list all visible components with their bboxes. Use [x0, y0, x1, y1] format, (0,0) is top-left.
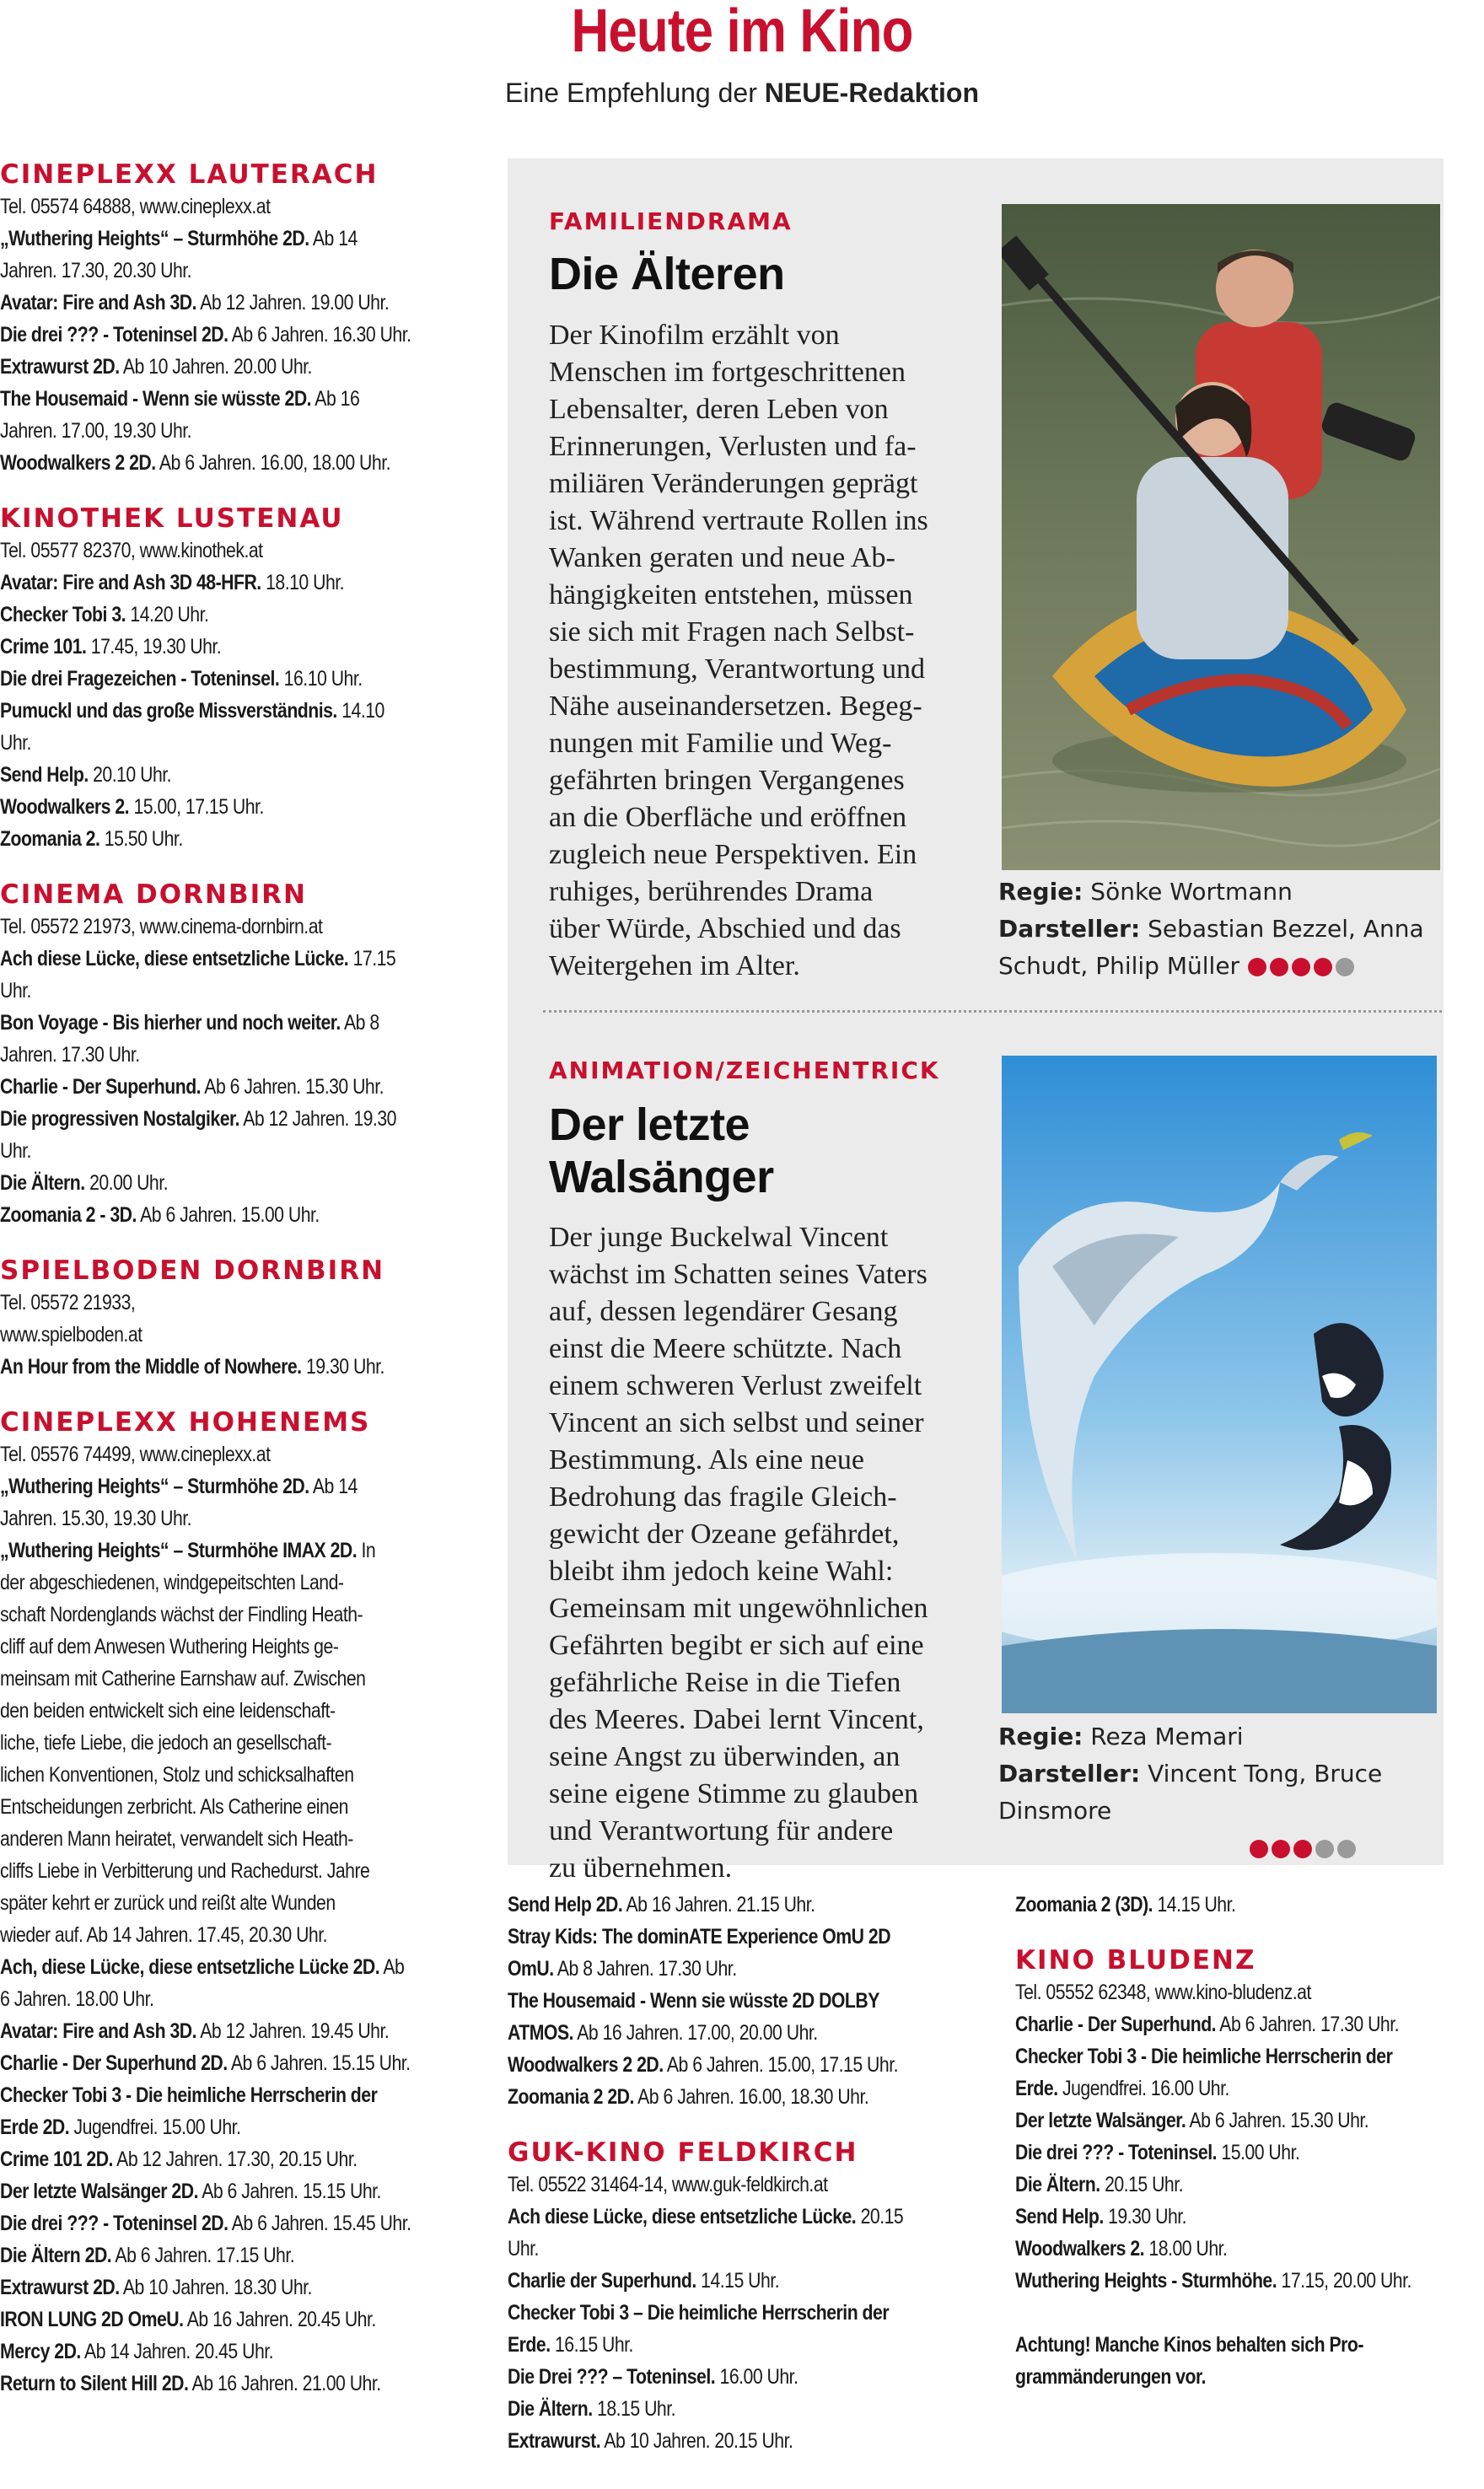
- listing-line: Tel. 05572 21933,: [0, 1291, 136, 1314]
- synopsis-line: miliären Veränderungen geprägt: [549, 468, 918, 499]
- listing-line: lichen Konventionen, Stolz und schicksalhaften: [0, 1763, 354, 1787]
- listing-line: „Wuthering Heights“ – Sturmhöhe 2D. Ab 14: [0, 1475, 358, 1498]
- movie-still-der-letzte-walsaenger: [1002, 1056, 1437, 1713]
- synopsis-line: zugleich neue Perspektiven. Ein: [549, 839, 917, 870]
- listing-line: Der letzte Walsänger. Ab 6 Jahren. 15.30 Uhr.: [1015, 2109, 1369, 2132]
- synopsis-line: gewicht der Ozeane gefährdet,: [549, 1519, 900, 1550]
- synopsis-line: Bedrohung das fragile Gleich-: [549, 1481, 897, 1513]
- listing-line: meinsam mit Catherine Earnshaw auf. Zwischen: [0, 1667, 366, 1691]
- feature-genre: FAMILIENDRAMA: [549, 207, 793, 235]
- listing-line: Zoomania 2 - 3D. Ab 6 Jahren. 15.00 Uhr.: [0, 1203, 320, 1227]
- listing-line: Charlie der Superhund. 14.15 Uhr.: [508, 2269, 780, 2293]
- listing-line: Checker Tobi 3. 14.20 Uhr.: [0, 603, 209, 626]
- synopsis-line: sie sich mit Fragen nach Selbst-: [549, 616, 915, 648]
- listing-line: OmU. Ab 8 Jahren. 17.30 Uhr.: [508, 1957, 737, 1981]
- synopsis-line: bestimmung, Verantwortung und: [549, 653, 926, 685]
- listing-line: Tel. 05576 74499, www.cineplexx.at: [0, 1443, 271, 1466]
- listing-line: www.spielboden.at: [0, 1323, 142, 1347]
- listing-line: „Wuthering Heights“ – Sturmhöhe IMAX 2D. In: [0, 1539, 376, 1562]
- listing-line: Woodwalkers 2 2D. Ab 6 Jahren. 16.00, 18.00 Uhr.: [0, 451, 390, 475]
- listing-line: 6 Jahren. 18.00 Uhr.: [0, 1987, 154, 2011]
- synopsis-line: gefährliche Reise in die Tiefen: [549, 1667, 901, 1698]
- feature-credits: Regie: Sönke Wortmann Darsteller: Sebastian Bezzel, Anna Schudt, Philip Müller: [998, 878, 1424, 980]
- listing-line: Die Ältern. 20.00 Uhr.: [0, 1171, 169, 1195]
- synopsis-line: gefährten bringen Vergangenes: [549, 765, 905, 796]
- listing-line: Uhr.: [0, 979, 31, 1003]
- title-line: Der letzte: [549, 1099, 750, 1150]
- listing-line: Ach, diese Lücke, diese entsetzliche Lücke 2D. Ab: [0, 1955, 405, 1979]
- listing-line: anderen Mann heiratet, verwandelt sich Heath-: [0, 1827, 353, 1851]
- rating-dot-empty: [1315, 1840, 1334, 1858]
- rating-dot-filled: [1272, 1840, 1290, 1858]
- listing-line: Charlie - Der Superhund. Ab 6 Jahren. 17.30 Uhr.: [1015, 2013, 1400, 2036]
- synopsis-line: über Würde, Abschied und das: [549, 913, 901, 944]
- cinema-name: CINEMA DORNBIRN: [0, 879, 307, 910]
- synopsis-line: Nähe auseinandersetzen. Begeg-: [549, 691, 922, 722]
- listing-line: Ach diese Lücke, diese entsetzliche Lücke. 17.15: [0, 947, 396, 970]
- listing-line: Extrawurst 2D. Ab 10 Jahren. 18.30 Uhr.: [0, 2276, 312, 2299]
- synopsis-line: einem schweren Verlust zweifelt: [549, 1370, 922, 1401]
- listing-line: Erde. 16.15 Uhr.: [508, 2333, 633, 2357]
- listing-line: An Hour from the Middle of Nowhere. 19.30 Uhr.: [0, 1355, 384, 1379]
- listing-line: Avatar: Fire and Ash 3D. Ab 12 Jahren. 19.45 Uhr.: [0, 2019, 390, 2043]
- cinema-name: KINO BLUDENZ: [1015, 1945, 1256, 1976]
- listing-line: den beiden entwickelt sich eine leidenschaft-: [0, 1699, 336, 1723]
- synopsis-line: zu übernehmen.: [549, 1852, 733, 1884]
- synopsis-line: Wanken geraten und neue Ab-: [549, 542, 895, 573]
- rating-dot-filled: [1250, 1840, 1268, 1858]
- listing-line: Jahren. 17.30, 20.30 Uhr.: [0, 259, 192, 282]
- listing-line: Crime 101 2D. Ab 12 Jahren. 17.30, 20.15 Uhr.: [0, 2148, 358, 2171]
- synopsis-line: seine eigene Stimme zu glauben: [549, 1778, 919, 1809]
- listing-line: Der letzte Walsänger 2D. Ab 6 Jahren. 15.15 Uhr.: [0, 2180, 381, 2203]
- listing-line: Bon Voyage - Bis hierher und noch weiter. Ab 8: [0, 1011, 379, 1035]
- feature-synopsis: [549, 317, 996, 985]
- synopsis-line: ist. Während vertraute Rollen ins: [549, 505, 928, 536]
- listing-line: Pumuckl und das große Missverständnis. 14.10: [0, 699, 384, 723]
- feature-divider: [543, 1010, 1442, 1013]
- listing-line: Die Ältern. 20.15 Uhr.: [1015, 2173, 1184, 2196]
- listing-line: Die drei ??? - Toteninsel. 15.00 Uhr.: [1015, 2141, 1300, 2164]
- listing-line: Entscheidungen zerbricht. Als Catherine einen: [0, 1795, 348, 1819]
- feature-synopsis: [549, 1219, 1004, 1887]
- synopsis-line: wächst im Schatten seines Vaters: [549, 1259, 928, 1290]
- listing-line: Tel. 05574 64888, www.cineplexx.at: [0, 195, 271, 218]
- cinema-name: KINOTHEK LUSTENAU: [0, 503, 344, 534]
- synopsis-line: auf, dessen legendärer Gesang: [549, 1296, 898, 1327]
- title-line: Walsänger: [549, 1152, 774, 1202]
- rating-dots: [1250, 1840, 1356, 1858]
- rating-dot-filled: [1293, 1840, 1312, 1858]
- listing-line: Tel. 05577 82370, www.kinothek.at: [0, 539, 263, 562]
- listing-line: grammänderungen vor.: [1015, 2365, 1206, 2389]
- synopsis-line: Gemeinsam mit ungewöhnlichen: [549, 1593, 928, 1624]
- listing-line: Checker Tobi 3 – Die heimliche Herrscherin der: [508, 2301, 890, 2325]
- listing-line: Erde 2D. Jugendfrei. 15.00 Uhr.: [0, 2115, 241, 2139]
- feature-credits: Regie: Reza Memari Darsteller: Vincent Tong, Bruce Dinsmore: [998, 1718, 1437, 1867]
- listing-line: Uhr.: [0, 731, 31, 755]
- listing-line: wieder auf. Ab 14 Jahren. 17.45, 20.30 Uhr.: [0, 1923, 328, 1947]
- listing-line: The Housemaid - Wenn sie wüsste 2D DOLBY: [508, 1989, 879, 2013]
- synopsis-line: einst die Meere schützte. Nach: [549, 1333, 902, 1364]
- listing-line: der abgeschiedenen, windgepeitschten Land-: [0, 1571, 344, 1594]
- listing-line: Stray Kids: The dominATE Experience OmU 2D: [508, 1925, 891, 1949]
- listing-line: Charlie - Der Superhund 2D. Ab 6 Jahren. 15.15 Uhr.: [0, 2051, 411, 2075]
- listing-line: Extrawurst. Ab 10 Jahren. 20.15 Uhr.: [508, 2429, 793, 2453]
- synopsis-line: Weitergehen im Alter.: [549, 950, 800, 981]
- listing-line: Die progressiven Nostalgiker. Ab 12 Jahren. 19.30: [0, 1107, 396, 1131]
- synopsis-line: Bestimmung. Als eine neue: [549, 1444, 864, 1476]
- listing-line: Uhr.: [508, 2237, 539, 2261]
- title-line: Die Älteren: [549, 249, 785, 299]
- listing-line: später kehrt er zurück und reißt alte Wunden: [0, 1891, 336, 1915]
- listing-line: Zoomania 2. 15.50 Uhr.: [0, 827, 183, 851]
- listing-line: Zoomania 2 2D. Ab 6 Jahren. 16.00, 18.30 Uhr.: [508, 2085, 869, 2109]
- synopsis-line: hängigkeiten entstehen, müssen: [549, 579, 913, 610]
- page-title: Heute im Kino: [571, 0, 913, 65]
- listing-line: Die drei ??? - Toteninsel 2D. Ab 6 Jahren. 15.45 Uhr.: [0, 2212, 411, 2235]
- feature-genre: ANIMATION/ZEICHENTRICK: [549, 1056, 940, 1084]
- cinema-name: GUK-KINO FELDKIRCH: [508, 2137, 858, 2168]
- synopsis-line: und Verantwortung für andere: [549, 1815, 894, 1847]
- listing-line: Die Drei ??? – Toteninsel. 16.00 Uhr.: [508, 2365, 798, 2389]
- synopsis-line: Gefährten begibt er sich auf eine: [549, 1630, 924, 1661]
- synopsis-line: des Meeres. Dabei lernt Vincent,: [549, 1704, 924, 1735]
- listing-line: ATMOS. Ab 16 Jahren. 17.00, 20.00 Uhr.: [508, 2021, 818, 2045]
- listing-line: Tel. 05522 31464-14, www.guk-feldkirch.at: [508, 2173, 828, 2196]
- listing-line: Tel. 05572 21973, www.cinema-dornbirn.at: [0, 915, 323, 938]
- listing-line: Avatar: Fire and Ash 3D 48-HFR. 18.10 Uhr.: [0, 571, 345, 594]
- rating-dots: [1248, 958, 1354, 976]
- listing-line: cliff auf dem Anwesen Wuthering Heights ge-: [0, 1635, 339, 1658]
- listing-line: Jahren. 17.30 Uhr.: [0, 1043, 140, 1067]
- listing-line: liche, tiefe Liebe, die jedoch an gesellschaft-: [0, 1731, 332, 1755]
- rating-dot-filled: [1248, 958, 1266, 976]
- rating-dot-empty: [1336, 958, 1354, 976]
- listing-line: Checker Tobi 3 - Die heimliche Herrscherin der: [0, 2083, 378, 2107]
- movie-still-die-aelteren: [1002, 204, 1440, 870]
- synopsis-line: Der junge Buckelwal Vincent: [549, 1222, 889, 1253]
- listing-line: Erde. Jugendfrei. 16.00 Uhr.: [1015, 2077, 1229, 2100]
- listing-line: Return to Silent Hill 2D. Ab 16 Jahren. 21.00 Uhr.: [0, 2372, 381, 2395]
- listing-line: Die drei Fragezeichen - Toteninsel. 16.10 Uhr.: [0, 667, 363, 691]
- synopsis-line: Erinnerungen, Verlusten und fa-: [549, 431, 917, 462]
- listing-line: Uhr.: [0, 1139, 31, 1163]
- listing-line: The Housemaid - Wenn sie wüsste 2D. Ab 16: [0, 387, 360, 411]
- rating-dot-filled: [1314, 958, 1332, 976]
- synopsis-line: an die Oberfläche und eröffnen: [549, 802, 907, 833]
- cinema-name: CINEPLEXX LAUTERACH: [0, 159, 379, 190]
- cinema-name: SPIELBODEN DORNBIRN: [0, 1255, 385, 1286]
- listing-line: Charlie - Der Superhund. Ab 6 Jahren. 15.30 Uhr.: [0, 1075, 384, 1099]
- page-subtitle: Eine Empfehlung der NEUE-Redaktion: [505, 78, 979, 108]
- listing-line: Ach diese Lücke, diese entsetzliche Lücke. 20.15: [508, 2205, 904, 2228]
- listing-line: cliffs Liebe in Verbitterung und Rachedurst. Jahre: [0, 1859, 370, 1883]
- listing-line: Die Ältern. 18.15 Uhr.: [508, 2397, 676, 2421]
- synopsis-line: nungen mit Familie und Weg-: [549, 728, 892, 759]
- listing-line: Extrawurst 2D. Ab 10 Jahren. 20.00 Uhr.: [0, 355, 312, 379]
- cinema-name: CINEPLEXX HOHENEMS: [0, 1407, 371, 1438]
- right-listings: [1015, 1889, 1471, 2393]
- synopsis-line: ruhiges, berührendes Drama: [549, 876, 874, 907]
- middle-listings: [508, 1889, 946, 2457]
- listing-line: Achtung! Manche Kinos behalten sich Pro-: [1015, 2333, 1363, 2357]
- synopsis-line: Menschen im fortgeschrittenen: [549, 357, 906, 388]
- listing-line: Checker Tobi 3 - Die heimliche Herrscherin der: [1015, 2045, 1393, 2068]
- listing-line: Die Ältern 2D. Ab 6 Jahren. 17.15 Uhr.: [0, 2244, 295, 2267]
- listing-line: „Wuthering Heights“ – Sturmhöhe 2D. Ab 14: [0, 227, 358, 250]
- rating-dot-filled: [1292, 958, 1310, 976]
- rating-dot-empty: [1337, 1840, 1356, 1858]
- listing-line: schaft Nordenglands wächst der Findling Heath-: [0, 1603, 363, 1626]
- listing-line: Wuthering Heights - Sturmhöhe. 17.15, 20.00 Uhr.: [1015, 2269, 1411, 2293]
- listing-line: Send Help. 20.10 Uhr.: [0, 763, 172, 787]
- listing-line: Woodwalkers 2. 15.00, 17.15 Uhr.: [0, 795, 264, 819]
- listing-line: Send Help. 19.30 Uhr.: [1015, 2205, 1187, 2228]
- synopsis-line: Der Kinofilm erzählt von: [549, 320, 840, 351]
- feature-title: [549, 248, 785, 300]
- listing-line: Crime 101. 17.45, 19.30 Uhr.: [0, 635, 222, 659]
- listing-line: Jahren. 17.00, 19.30 Uhr.: [0, 419, 192, 443]
- synopsis-line: Lebensalter, deren Leben von: [549, 394, 889, 425]
- synopsis-line: bleibt ihm jedoch keine Wahl:: [549, 1556, 894, 1587]
- listing-line: Mercy 2D. Ab 14 Jahren. 20.45 Uhr.: [0, 2340, 274, 2363]
- synopsis-line: seine Angst zu überwinden, an: [549, 1741, 901, 1772]
- listing-line: Jahren. 15.30, 19.30 Uhr.: [0, 1507, 192, 1530]
- rating-dot-filled: [1270, 958, 1288, 976]
- listing-line: Die drei ??? - Toteninsel 2D. Ab 6 Jahren. 16.30 Uhr.: [0, 323, 411, 347]
- listing-line: Woodwalkers 2 2D. Ab 6 Jahren. 15.00, 17.15 Uhr.: [508, 2053, 898, 2077]
- listing-line: Tel. 05552 62348, www.kino-bludenz.at: [1015, 1981, 1311, 2004]
- listing-line: Send Help 2D. Ab 16 Jahren. 21.15 Uhr.: [508, 1893, 815, 1916]
- listing-line: Zoomania 2 (3D). 14.15 Uhr.: [1015, 1893, 1236, 1916]
- left-listings: [0, 159, 472, 2400]
- listing-line: IRON LUNG 2D OmeU. Ab 16 Jahren. 20.45 Uhr.: [0, 2308, 376, 2331]
- feature-title: [549, 1099, 774, 1203]
- listing-line: Woodwalkers 2. 18.00 Uhr.: [1015, 2237, 1228, 2261]
- listing-line: Avatar: Fire and Ash 3D. Ab 12 Jahren. 19.00 Uhr.: [0, 291, 390, 314]
- synopsis-line: Vincent an sich selbst und seiner: [549, 1407, 924, 1438]
